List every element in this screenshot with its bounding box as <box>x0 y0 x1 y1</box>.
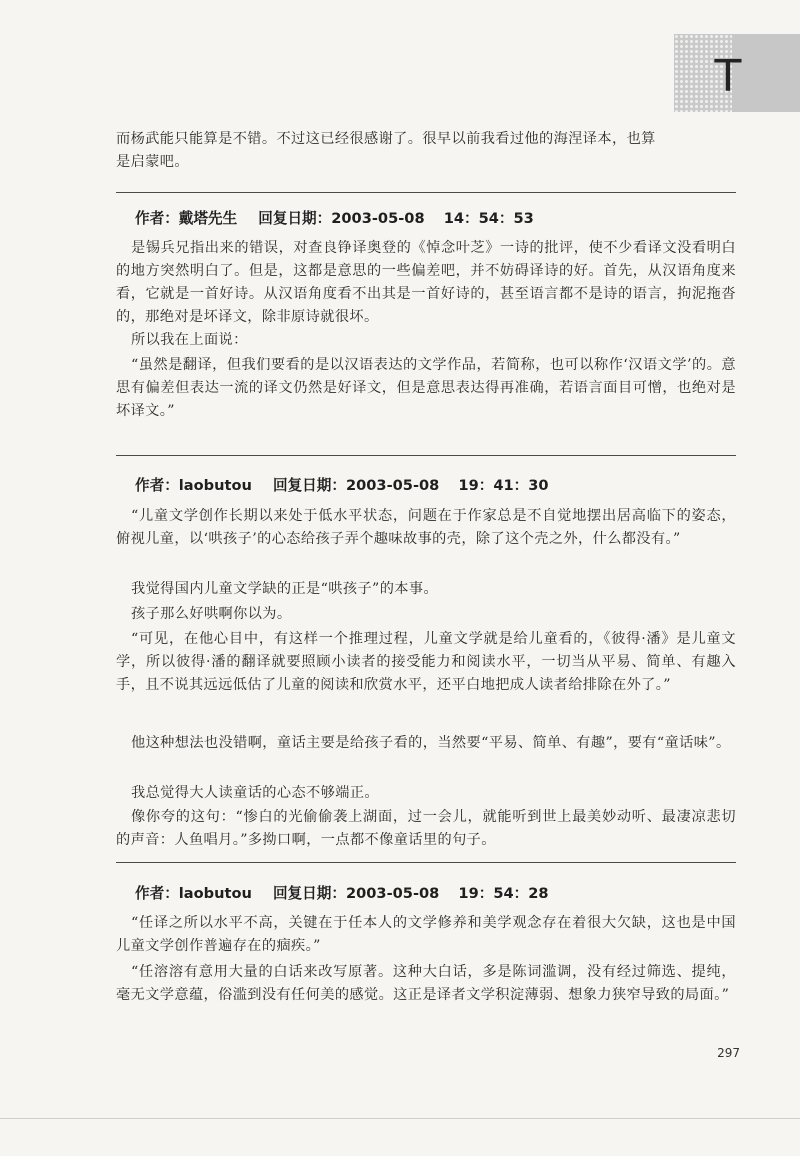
page-bottom-edge <box>0 1118 800 1119</box>
page-number: 297 <box>717 1046 740 1060</box>
reply-2-paragraph-6: 我总觉得大人读童话的心态不够端正。 <box>131 785 379 801</box>
reply-2-paragraph-2: 我觉得国内儿童文学缺的正是“哄孩子”的本事。 <box>131 581 439 597</box>
divider-1 <box>116 192 736 193</box>
reply-2-paragraph-4: “可见，在他心目中，有这样一个推理过程，儿童文学就是给儿童看的，《彼得·潘》是儿童文学，所以彼得·潘的翻译就要照顾小读者的接受能力和阅读水平，一切当从平易、简单、有趣入手，且不说其远远低估了儿童的阅读和欣赏水平，还平白地把成人读者给排除在外了。” <box>116 631 736 693</box>
intro-line-1: 而杨武能只能算是不错。不过这已经很感谢了。很早以前我看过他的海涅译本，也算 <box>116 131 656 147</box>
reply-2-date: 2003-05-08 <box>345 477 440 494</box>
reply-3-date-label: 回复日期： <box>272 885 346 902</box>
reply-2-paragraph-5: 他这种想法也没错啊，童话主要是给孩子看的，当然要“平易、简单、有趣”，要有“童话味”。 <box>131 735 731 751</box>
reply-1-paragraph-1: 是锡兵兄指出来的错误，对查良铮译奥登的《悼念叶芝》一诗的批评，使不少看译文没看明白的地方突然明白了。但是，这都是意思的一些偏差吧，并不妨碍译诗的好。首先，从汉语角度来看，它就是一首好诗。从汉语角度看不出其是一首好诗的，甚至语言都不是诗的语言，拘泥拖沓的，那绝对是坏译文，除非原诗就很坏。 <box>116 240 736 325</box>
reply-2-paragraph-7: 像你夸的这句：“惨白的光偷偷袭上湖面，过一会儿，就能听到世上最美妙动听、最凄凉悲切的声音：人鱼唱月。”多拗口啊，一点都不像童话里的句子。 <box>116 809 736 848</box>
divider-2 <box>116 455 736 456</box>
divider-3 <box>116 862 736 863</box>
reply-2-author: 作者：laobutou <box>135 477 252 494</box>
reply-1-header <box>135 207 735 231</box>
reply-2-paragraph-1: “儿童文学创作长期以来处于低水平状态，问题在于作家总是不自觉地摆出居高临下的姿态，俯视儿童，以‘哄孩子’的心态给孩子弄个趣味故事的壳，除了这个壳之外，什么都没有。” <box>116 508 736 547</box>
reply-3-paragraph-2: “任溶溶有意用大量的白话来改写原著。这种大白话，多是陈词滥调，没有经过筛选、提纯，毫无文学意蕴，俗滥到没有任何美的感觉。这正是译者文学积淀薄弱、想象力狭窄导致的局面。” <box>116 964 736 1003</box>
reply-1-paragraph-2: 所以我在上面说： <box>131 332 248 348</box>
reply-2-header <box>135 474 735 498</box>
intro-line-2: 是启蒙吧。 <box>116 154 189 170</box>
reply-3-header <box>135 882 735 906</box>
reply-2-date-label: 回复日期： <box>272 477 346 494</box>
reply-2-paragraph-3: 孩子那么好哄啊你以为。 <box>131 606 292 622</box>
reply-2-time: 19：41：30 <box>458 477 549 494</box>
reply-1-paragraph-3: “虽然是翻译，但我们要看的是以汉语表达的文学作品，若简称，也可以称作‘汉语文学’的。意思有偏差但表达一流的译文仍然是好译文，但是意思表达得再准确，若语言面目可憎，也绝对是坏译文。” <box>116 357 736 419</box>
intro-paragraph <box>116 128 736 174</box>
reply-1-date: 2003-05-08 <box>331 210 425 227</box>
reply-1-date-label: 回复日期： <box>258 210 332 227</box>
reply-3-time: 19：54：28 <box>458 885 549 902</box>
reply-1-time: 14：54：53 <box>443 210 534 227</box>
reply-3-author: 作者：laobutou <box>135 885 252 902</box>
reply-3-paragraph-1: “任译之所以水平不高，关键在于任本人的文学修养和美学观念存在着很大欠缺，这也是中国儿童文学创作普遍存在的痼疾。” <box>116 915 736 954</box>
reply-1-author: 作者：戴塔先生 <box>135 210 238 227</box>
reply-3-date: 2003-05-08 <box>345 885 440 902</box>
section-tab-letter: T <box>714 51 742 102</box>
